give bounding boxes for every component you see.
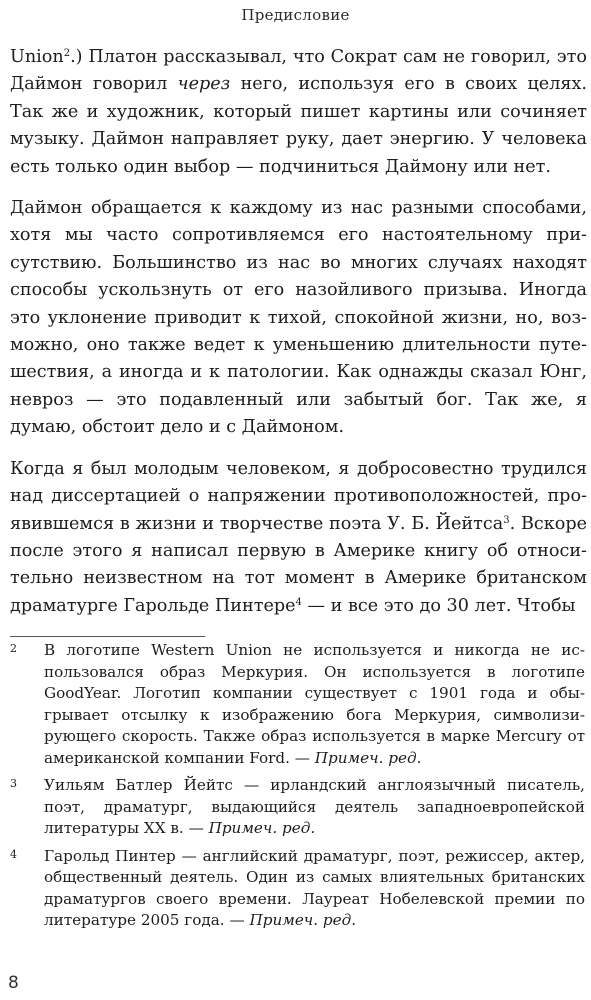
footnote-divider: [10, 636, 205, 637]
text-run: В логотипе Western Union не используется и никогда не использовался образ Меркурия. Он используется в логотипе GoodYear. Логотип компании существует с 1901 года и обыгрывает отсылку к изображению бога Меркурия, символизирующего скорость. Также образ используется в марке Mercury от американской компании Ford. —: [44, 641, 585, 767]
emphasis-text: Примеч. ред.: [314, 748, 422, 767]
footnote-number: 4: [10, 847, 17, 861]
text-run: .) Платон рассказывал, что Сократ сам не говорил, это Даймон говорил: [10, 47, 587, 95]
footnote-text: [44, 640, 585, 769]
text-run: Уильям Батлер Йейтс — ирландский англоязычный писатель, поэт, драматург, выдающийся деятель западноевропейской литературы XX в. —: [44, 776, 585, 837]
paragraph: [10, 195, 587, 442]
text-run: Когда я был молодым человеком, я добросовестно трудился над диссертацией о напряжении противоположностей, проявившемся в жизни и творчестве поэта У. Б. Йейтса: [10, 458, 587, 534]
paragraph: [10, 456, 587, 620]
footnote: [10, 775, 585, 840]
footnote: [10, 640, 585, 769]
text-run: него, используя его в своих целях. Так же и художник, который пишет картины или сочиняет музыку. Даймон направляет руку, дает энергию. У человека есть только один выбор — подчиниться Даймону или нет.: [10, 74, 587, 177]
text-run: — и все это до 30 лет. Чтобы: [301, 595, 576, 616]
footnote-ref[interactable]: 4: [295, 596, 302, 608]
footnotes: [10, 640, 585, 938]
paragraph: [10, 44, 587, 181]
footnote-text: [44, 846, 585, 932]
footnote: [10, 846, 585, 932]
text-run: Union: [10, 47, 64, 67]
emphasis-text: Примеч. ред.: [249, 911, 357, 929]
footnote-number: 2: [10, 642, 17, 655]
body-text: [10, 44, 587, 620]
running-head-title: Предисловие: [241, 6, 350, 24]
footnote-ref[interactable]: 3: [503, 514, 510, 526]
emphasis-text: Примеч. ред.: [208, 819, 316, 837]
footnote-text: [44, 775, 585, 840]
footnote-ref[interactable]: 2: [63, 48, 71, 59]
text-run: . Вскоре после этого я написал первую в Америке книгу об относительно неизвестном на тот момент в Америке британском драматурге Гарольде Пинтере: [10, 513, 587, 616]
text-run: Гарольд Пинтер — английский драматург, поэт, режиссер, актер, общественный деятель. Один из самых влиятельных британских драматургов своего времени. Лауреат Нобелевской премии по литературе 2005 года. —: [44, 846, 585, 929]
page-number: 8: [8, 973, 19, 993]
text-run: Даймон обращается к каждому из нас разными способами, хотя мы часто сопротивляемся его настоятельному присутствию. Большинство из нас во многих случаях находят способы ускользнуть от его назойливого призыва. Иногда это уклонение приводит к тихой, спокойной жизни, но, возможно, оно также ведет к уменьшению длительности путешествия, а иногда и к патологии. Как однажды сказал Юнг, невроз — это подавленный или забытый бог. Так же, я думаю, обстоит дело и с Даймоном.: [10, 198, 587, 438]
footnote-number: 3: [10, 777, 17, 790]
emphasis-text: через: [177, 74, 231, 95]
